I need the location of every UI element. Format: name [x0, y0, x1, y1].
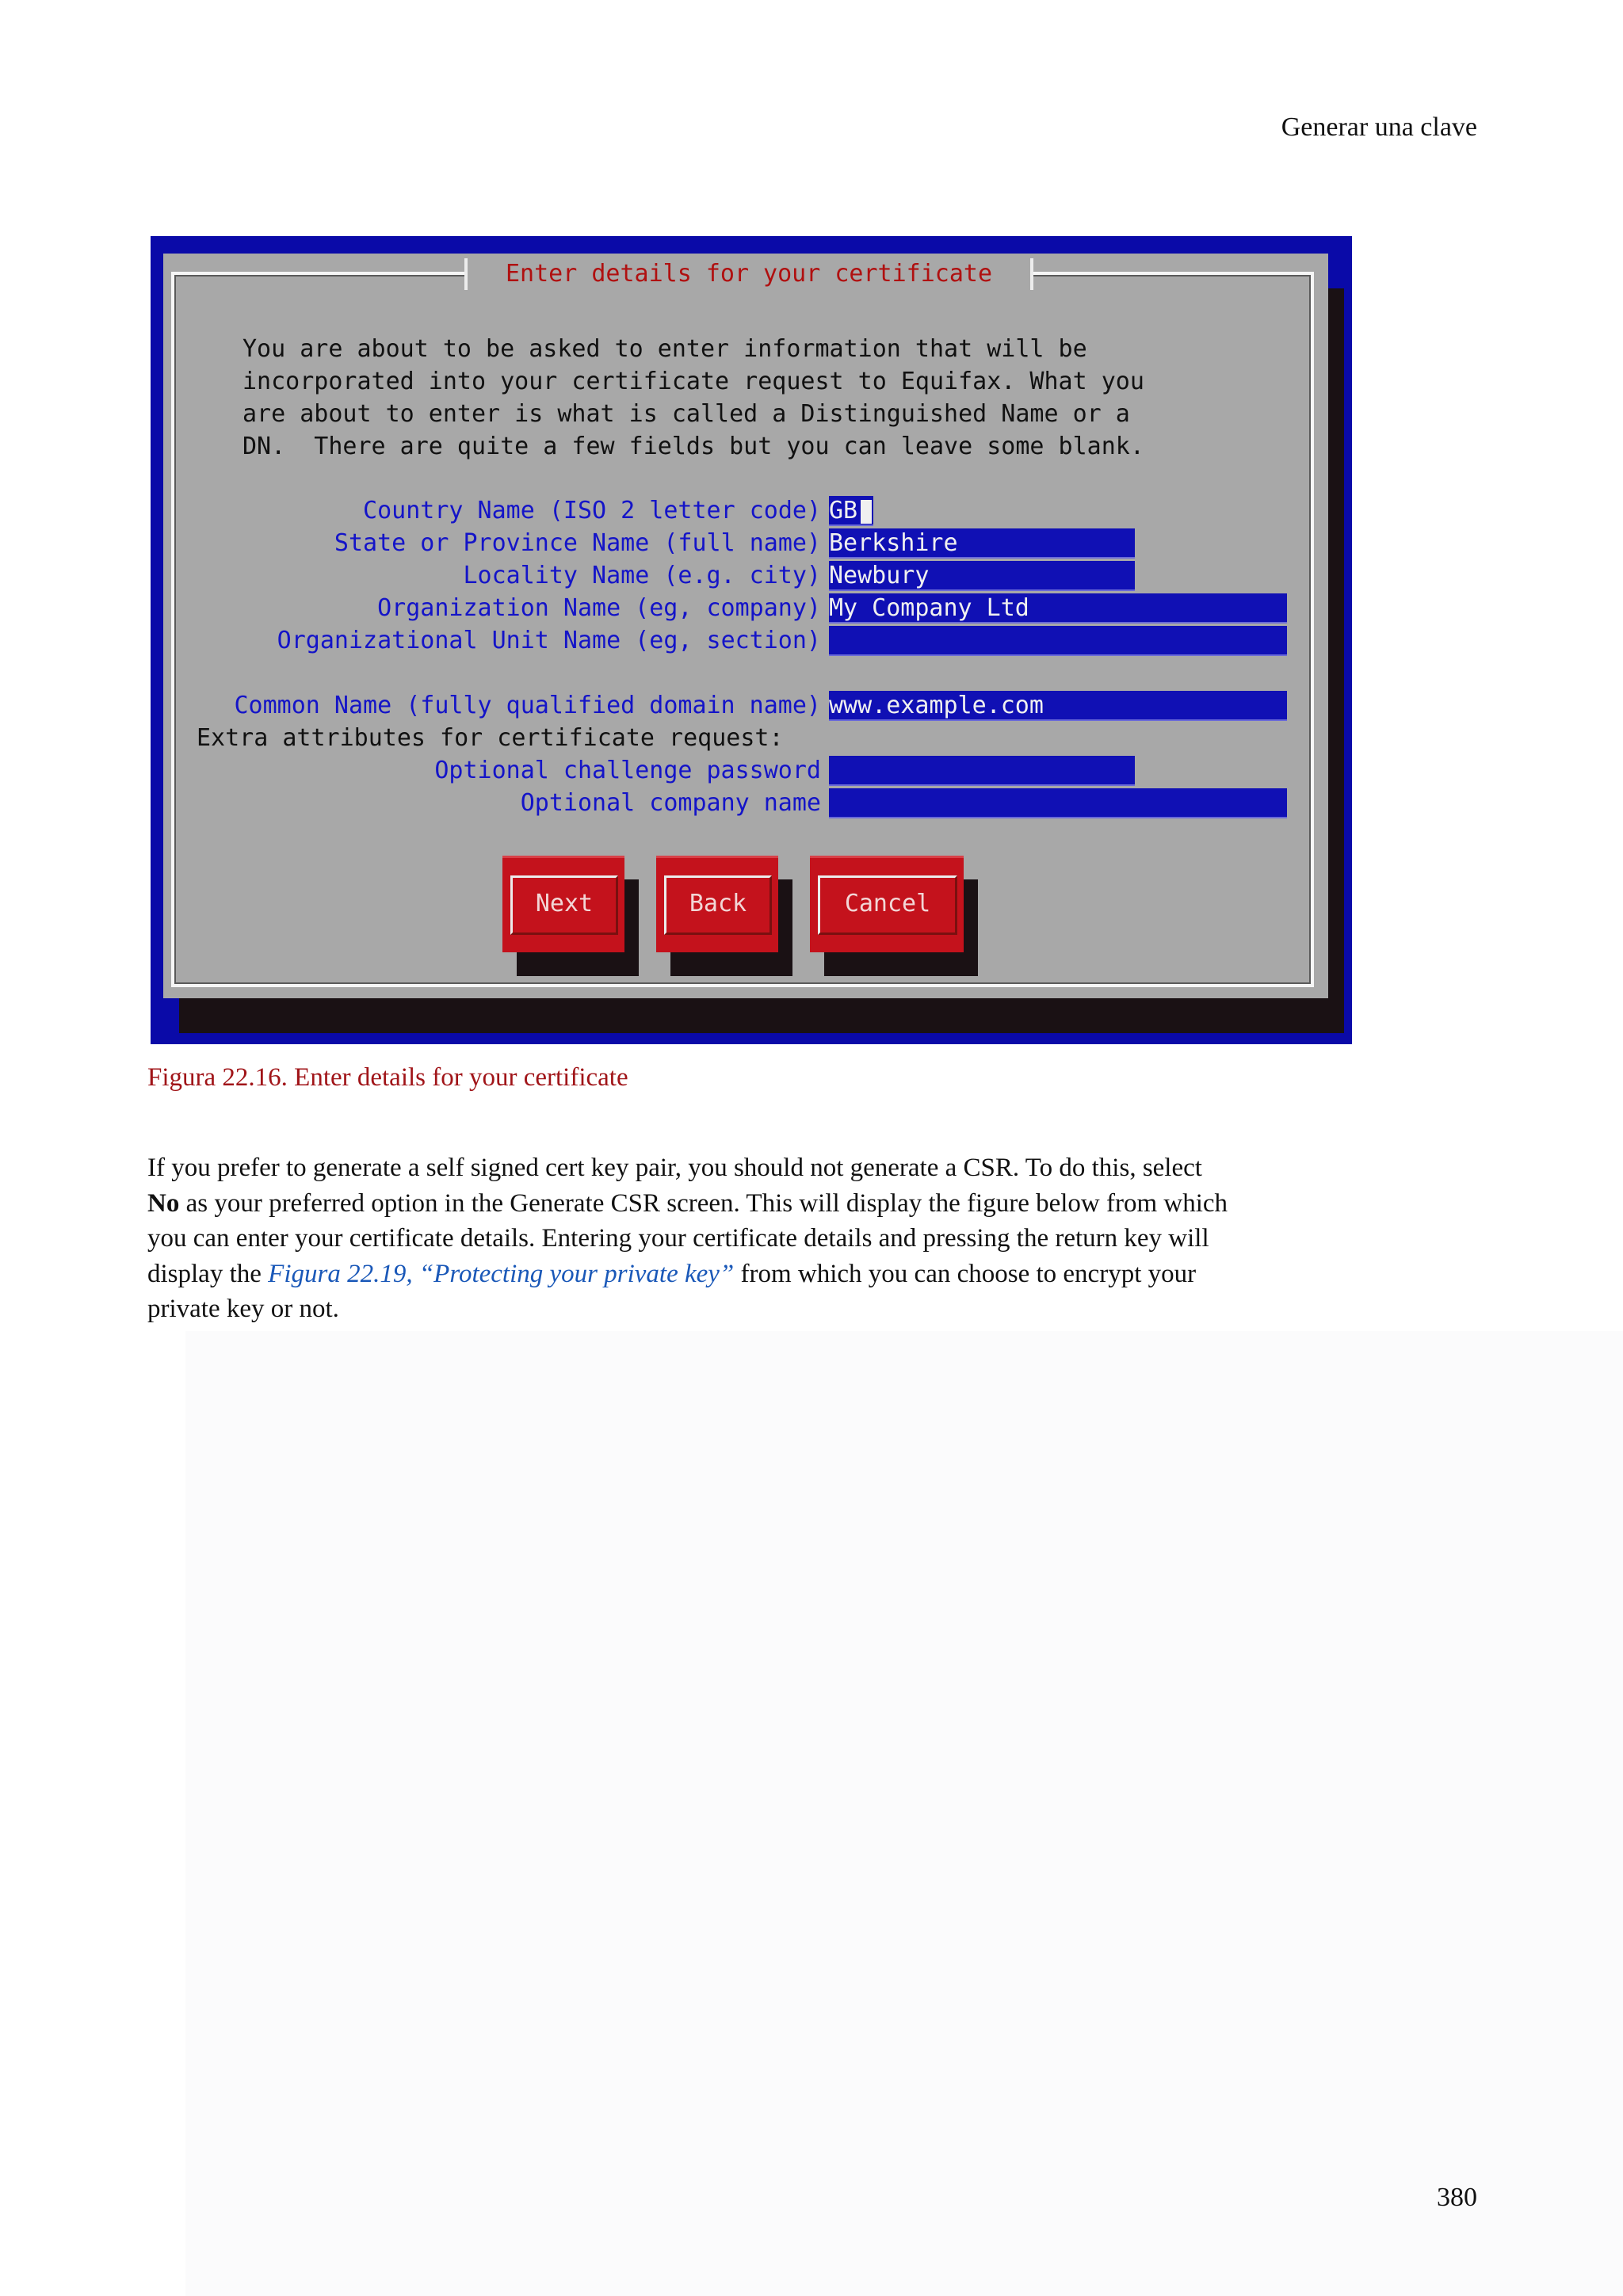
challenge-password-label: Optional challenge password — [434, 757, 821, 784]
country-name-value: GB — [829, 497, 858, 524]
paragraph-line — [147, 1186, 1368, 1222]
country-name-label: Country Name (ISO 2 letter code) — [363, 497, 821, 524]
company-name-label: Optional company name — [520, 789, 821, 817]
form-row-organization — [163, 593, 1328, 624]
state-name-label: State or Province Name (full name) — [334, 529, 821, 557]
next-button-label: Next — [510, 875, 618, 935]
certificate-details-dialog — [163, 254, 1328, 998]
cancel-button[interactable] — [810, 856, 964, 952]
common-name-label: Common Name (fully qualified domain name) — [234, 692, 821, 719]
next-button[interactable] — [502, 856, 624, 952]
extra-attributes-label: Extra attributes for certificate request: — [197, 724, 784, 752]
certificate-dialog-screenshot — [151, 236, 1352, 1044]
figure-caption: Figura 22.16. Enter details for your certificate — [147, 1063, 628, 1092]
form-row-common-name — [163, 691, 1328, 721]
paragraph-line-text: from which you can choose to encrypt your — [734, 1259, 1197, 1288]
intro-line: are about to enter is what is called a Distinguished Name or a — [242, 400, 1130, 428]
unit-name-input[interactable] — [829, 626, 1287, 656]
form-row-country — [163, 496, 1328, 526]
form-row-locality — [163, 561, 1328, 591]
organization-name-label: Organization Name (eg, company) — [377, 594, 821, 622]
country-name-input[interactable] — [829, 496, 873, 526]
form-row-extra — [163, 723, 1328, 753]
page-shade — [185, 1331, 1623, 2296]
form-row-challenge — [163, 756, 1328, 786]
intro-line: DN. There are quite a few fields but you can leave some blank. — [242, 433, 1144, 460]
paragraph-line-text: display the — [147, 1259, 269, 1288]
form-row-company — [163, 788, 1328, 818]
paragraph-line: you can enter your certificate details. Entering your certificate details and pressing the return key will — [147, 1224, 1209, 1253]
company-name-input[interactable] — [829, 788, 1287, 818]
challenge-password-input[interactable] — [829, 756, 1135, 786]
common-name-input[interactable]: www.example.com — [829, 691, 1287, 721]
organization-name-input[interactable]: My Company Ltd — [829, 593, 1287, 624]
figure-cross-reference-link[interactable]: Figura 22.19, “Protecting your private key” — [268, 1259, 735, 1288]
text-cursor — [861, 500, 872, 524]
cancel-button-label: Cancel — [818, 875, 957, 935]
state-name-input[interactable]: Berkshire — [829, 528, 1135, 559]
form-row-state — [163, 528, 1328, 559]
intro-line: You are about to be asked to enter information that will be — [242, 335, 1087, 363]
body-paragraph — [147, 1150, 1368, 1327]
no-option-bold: No — [147, 1188, 180, 1218]
locality-name-input[interactable]: Newbury — [829, 561, 1135, 591]
paragraph-line — [147, 1257, 1368, 1292]
page-number: 380 — [1437, 2183, 1477, 2212]
running-header: Generar una clave — [1281, 113, 1477, 142]
paragraph-line: private key or not. — [147, 1295, 339, 1323]
locality-name-label: Locality Name (e.g. city) — [463, 562, 821, 589]
dialog-intro — [242, 333, 1257, 463]
paragraph-line: If you prefer to generate a self signed cert key pair, you should not generate a CSR. To do this, select — [147, 1154, 1202, 1182]
dialog-title: Enter details for your certificate — [464, 258, 1033, 290]
back-button-label: Back — [664, 875, 772, 935]
paragraph-line-text: as your preferred option in the Generate CSR screen. This will display the figure below from which — [179, 1188, 1228, 1218]
back-button[interactable] — [656, 856, 778, 952]
intro-line: incorporated into your certificate request to Equifax. What you — [242, 368, 1144, 395]
form-row-unit — [163, 626, 1328, 656]
unit-name-label: Organizational Unit Name (eg, section) — [277, 627, 821, 654]
